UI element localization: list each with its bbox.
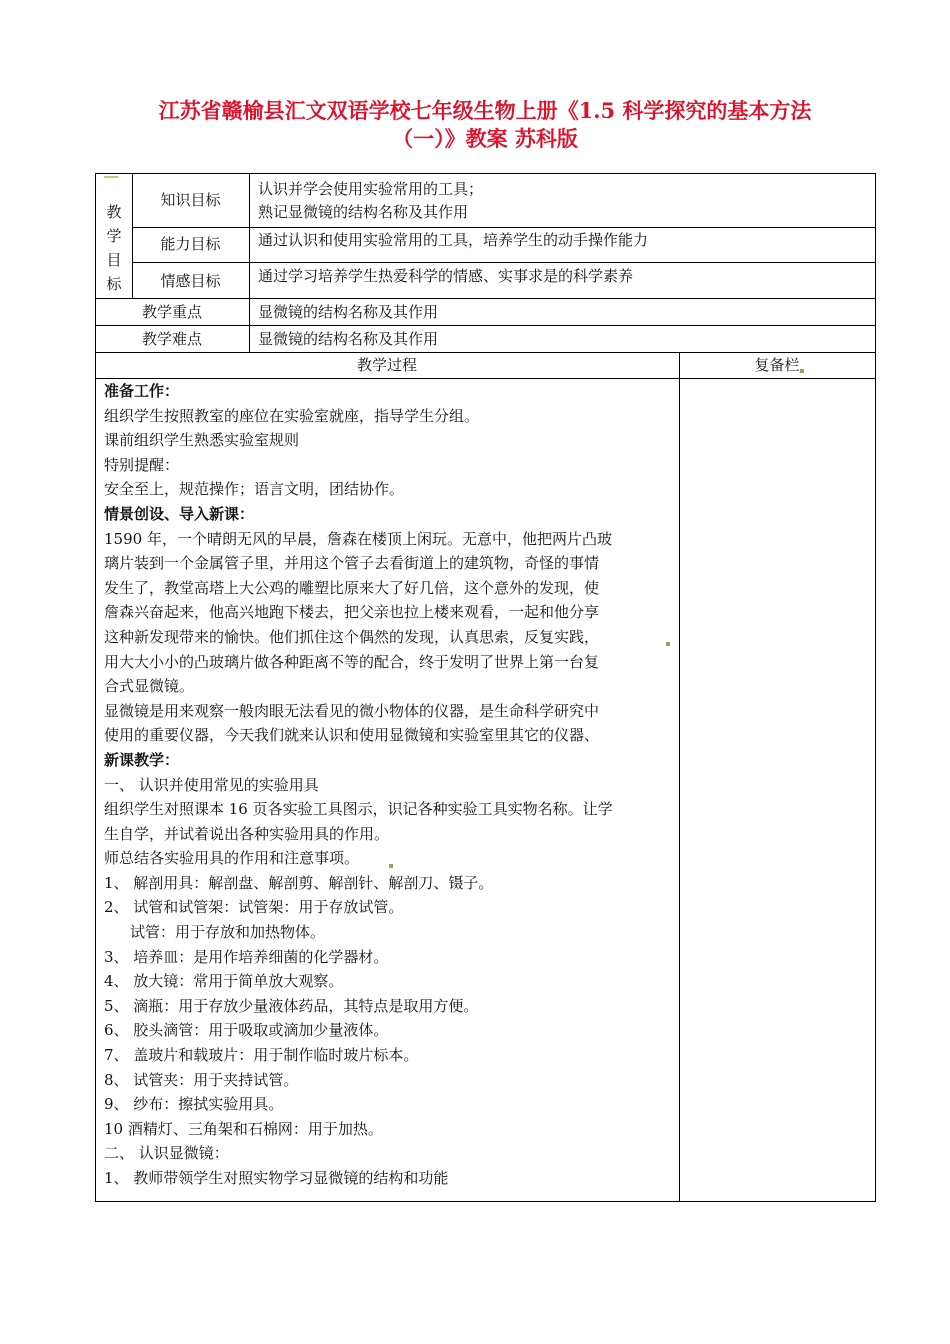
emotion-goal-content: 通过学习培养学生热爱科学的情感、实事求是的科学素养 — [258, 267, 634, 285]
emotion-goal-label: 情感目标 — [160, 272, 221, 290]
body-line: 组织学生按照教室的座位在实验室就座，指导学生分组。 — [104, 406, 480, 425]
body-line: 8、 试管夹：用于夹持试管。 — [104, 1070, 299, 1089]
body-line: 詹森兴奋起来，他高兴地跑下楼去，把父亲也拉上楼来观看，一起和他分享 — [104, 603, 600, 622]
decorative-speck — [666, 642, 670, 646]
section-heading: 情景创设、导入新课： — [104, 504, 255, 523]
body-line: 二、 认识显微镜： — [104, 1144, 229, 1163]
body-line: 6、 胶头滴管：用于吸取或滴加少量液体。 — [104, 1021, 389, 1040]
process-header: 教学过程 — [356, 356, 417, 374]
body-line: 1590 年，一个晴朗无风的早晨，詹森在楼顶上闲玩。无意中，他把两片凸玻 — [104, 529, 612, 548]
body-line: 师总结各实验用具的作用和注意事项。 — [104, 849, 360, 868]
body-line: 3、 培养皿：是用作培养细菌的化学器材。 — [104, 947, 389, 966]
group-label-char: 标 — [106, 275, 122, 293]
body-line: 发生了，教堂高塔上大公鸡的雕塑比原来大了好几倍，这个意外的发现，使 — [104, 578, 600, 597]
knowledge-goal-content-line-2: 熟记显微镜的结构名称及其作用 — [258, 203, 469, 221]
body-line: 7、 盖玻片和载玻片：用于制作临时玻片标本。 — [104, 1046, 419, 1065]
body-line: 这种新发现带来的愉快。他们抓住这个偶然的发现，认真思索，反复实践， — [104, 627, 600, 646]
group-label-char: 教 — [106, 203, 122, 221]
group-label-char: 目 — [106, 251, 122, 269]
body-line: 5、 滴瓶：用于存放少量液体药品，其特点是取用方便。 — [104, 996, 479, 1015]
decorative-speck — [800, 369, 804, 373]
body-line: 课前组织学生熟悉实验室规则 — [104, 431, 300, 450]
body-line: 4、 放大镜：常用于简单放大观察。 — [104, 972, 344, 991]
body-line: 安全至上，规范操作；语言文明，团结协作。 — [104, 480, 405, 499]
body-line: 1、 解剖用具：解剖盘、解剖剪、解剖针、解剖刀、镊子。 — [104, 873, 494, 892]
body-line: 10 酒精灯、三角架和石棉网：用于加热。 — [104, 1119, 383, 1138]
section-heading: 新课教学： — [104, 750, 180, 769]
body-line: 组织学生对照课本 16 页各实验工具图示，识记各种实验工具实物名称。让学 — [104, 800, 613, 819]
body-line: 特别提醒： — [104, 455, 180, 474]
notes-header: 复备栏 — [754, 356, 800, 374]
body-line: 合式显微镜。 — [104, 677, 195, 696]
decorative-dash — [104, 176, 118, 178]
body-line: 璃片装到一个金属管子里，并用这个管子去看街道上的建筑物，奇怪的事情 — [104, 554, 600, 573]
key-point-content: 显微镜的结构名称及其作用 — [258, 303, 439, 321]
document-title-line-2: （一）》教案 苏科版 — [392, 126, 578, 151]
body-line: 显微镜是用来观察一般肉眼无法看见的微小物体的仪器，是生命科学研究中 — [104, 701, 600, 720]
ability-goal-label: 能力目标 — [160, 235, 221, 253]
body-line: 1、 教师带领学生对照实物学习显微镜的结构和功能 — [104, 1169, 449, 1187]
section-heading: 准备工作： — [104, 382, 180, 400]
decorative-speck — [389, 864, 393, 868]
knowledge-goal-label: 知识目标 — [160, 191, 221, 209]
body-line: 使用的重要仪器，今天我们就来认识和使用显微镜和实验室里其它的仪器、 — [104, 726, 600, 745]
body-line: 用大大小小的凸玻璃片做各种距离不等的配合，终于发明了世界上第一台复 — [104, 652, 600, 671]
body-line: 一、 认识并使用常见的实验用具 — [104, 775, 319, 794]
body-line: 试管：用于存放和加热物体。 — [130, 923, 326, 942]
body-line: 生自学，并试着说出各种实验用具的作用。 — [104, 824, 390, 843]
objectives-group-label — [96, 200, 132, 296]
key-point-label: 教学重点 — [141, 303, 202, 321]
ability-goal-content: 通过认识和使用实验常用的工具，培养学生的动手操作能力 — [258, 231, 649, 249]
document-title-line-1: 江苏省赣榆县汇文双语学校七年级生物上册《1.5 科学探究的基本方法 — [158, 98, 812, 123]
knowledge-goal-content-line-1: 认识并学会使用实验常用的工具； — [258, 180, 484, 198]
process-body — [104, 379, 672, 1191]
body-line: 9、 纱布：擦拭实验用具。 — [104, 1095, 284, 1114]
difficulty-content: 显微镜的结构名称及其作用 — [258, 330, 439, 348]
group-label-char: 学 — [106, 227, 122, 245]
difficulty-label: 教学难点 — [141, 330, 202, 348]
body-line: 2、 试管和试管架：试管架：用于存放试管。 — [104, 898, 404, 917]
